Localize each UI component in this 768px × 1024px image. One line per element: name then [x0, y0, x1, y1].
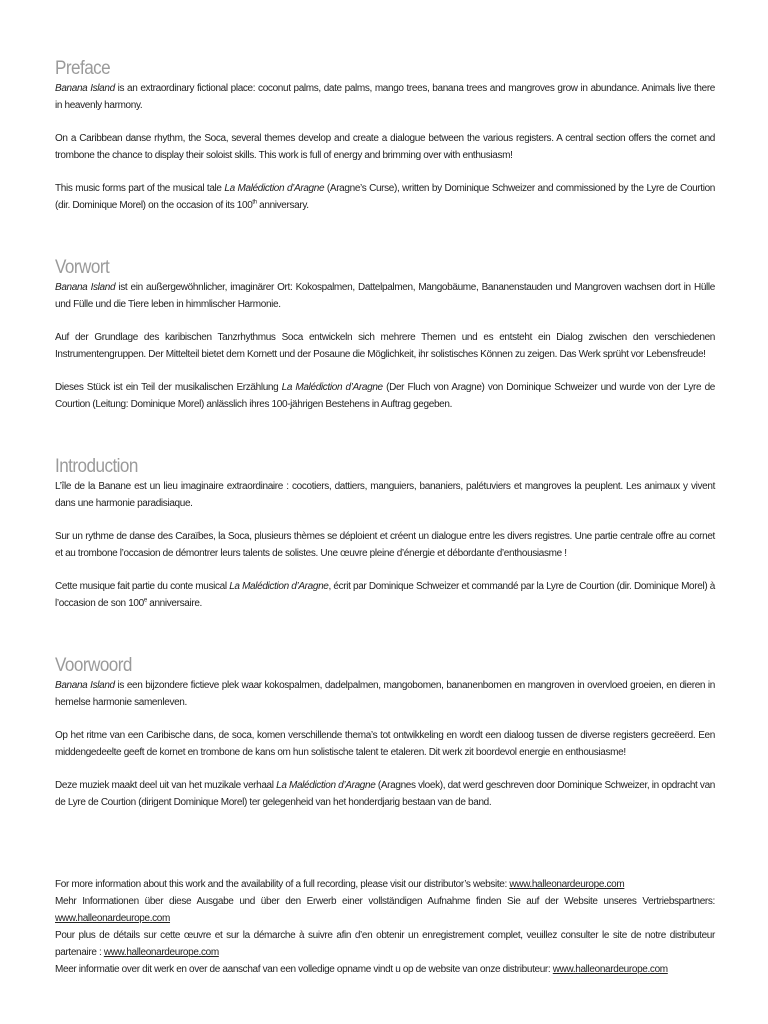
ordinal-suffix: e	[143, 597, 147, 604]
text: Mehr Informationen über diese Ausgabe und über den Erwerb einer vollständigen Aufnahme finden Sie auf der Website unseres Vertriebspartners:	[55, 896, 715, 907]
ordinal-suffix: th	[252, 199, 257, 206]
voorwoord-section	[55, 655, 715, 827]
preface-heading: Preface	[55, 58, 111, 79]
distributor-link[interactable]: www.halleonardeurope.com	[509, 879, 625, 890]
voorwoord-paragraph-1	[55, 677, 715, 711]
work-title: Banana Island	[55, 282, 116, 293]
text: ist ein außergewöhnlicher, imaginärer Ort: Kokospalmen, Dattelpalmen, Mangobäume, Bananenstauden und Mangroven wachsen dort in Hülle und Fülle und die Tiere leben in himmlischer Harmonie.	[55, 282, 716, 310]
vorwort-section	[55, 257, 715, 429]
text: anniversary.	[256, 200, 309, 211]
introduction-paragraph-3	[55, 578, 715, 612]
footer-line-fr	[55, 927, 715, 961]
text: is an extraordinary fictional place: coconut palms, date palms, mango trees, banana trees and mangroves grow in abundance. Animals live there in heavenly harmony.	[55, 83, 716, 111]
text: (Aragnes vloek), dat werd geschreven door Dominique Schweizer, in opdracht van de Lyre de Courtion (dirigent Dominique Morel) ter gelegenheid van het honderdjarig bestaan van de band.	[55, 780, 715, 808]
footer-line-de	[55, 893, 715, 927]
tale-title: La Malédiction d’Aragne	[224, 183, 325, 194]
footer-line-nl	[55, 961, 715, 978]
voorwoord-paragraph-2: Op het ritme van een Caribische dans, de soca, komen verschillende thema’s tot ontwikkeling en wordt een dialoog tussen de diverse registers gecreëerd. Een middengedeelte geeft de kornet en trombone de kans om hun solistische talent te etaleren. Dit werk zit boordevol energie en enthousiasme!	[55, 730, 715, 758]
text: (Aragne’s Curse), written by Dominique Schweizer and commissioned by the Lyre de Courtion (dir. Dominique Morel) on the occasion of its 100	[55, 183, 715, 211]
text: (Der Fluch von Aragne) von Dominique Schweizer und wurde von der Lyre de Courtion (Leitung: Dominique Morel) anlässlich ihres 100-jährigen Bestehens in Auftrag gegeben.	[55, 382, 715, 410]
work-title: Banana Island	[55, 680, 115, 691]
introduction-paragraph-1: L’île de la Banane est un lieu imaginaire extraordinaire : cocotiers, dattiers, manguiers, bananiers, palétuviers et mangroves la peuplent. Les animaux y vivent dans une harmonie paradisiaque.	[55, 481, 715, 509]
text: Deze muziek maakt deel uit van het muzikale verhaal	[55, 780, 277, 791]
text: This music forms part of the musical tale	[55, 183, 225, 194]
distributor-footer	[55, 876, 715, 978]
text: , écrit par Dominique Schweizer et commandé par la Lyre de Courtion (dir. Dominique Morel) à l’occasion de son 100	[55, 581, 715, 609]
text: is een bijzondere fictieve plek waar kokospalmen, dadelpalmen, mangobomen, bananenbomen en mangroven in overvloed groeien, en dieren in hemelse harmonie samenleven.	[55, 680, 716, 708]
distributor-link[interactable]: www.halleonardeurope.com	[103, 947, 219, 958]
distributor-link[interactable]: www.halleonardeurope.com	[552, 964, 668, 975]
footer-line-en	[55, 876, 715, 893]
voorwoord-heading: Voorwoord	[55, 655, 132, 676]
tale-title: La Malédiction d’Aragne	[229, 581, 329, 592]
distributor-link[interactable]: www.halleonardeurope.com	[55, 913, 171, 924]
tale-title: La Malédiction d’Aragne	[276, 780, 376, 791]
text: Dieses Stück ist ein Teil der musikalischen Erzählung	[55, 382, 282, 393]
text: For more information about this work and the availability of a full recording, please visit our distributor’s website:	[55, 879, 510, 890]
introduction-section	[55, 456, 715, 628]
work-title: Banana Island	[55, 83, 115, 94]
preface-section	[55, 58, 715, 230]
vorwort-heading: Vorwort	[55, 257, 110, 278]
preface-paragraph-2: On a Caribbean danse rhythm, the Soca, several themes develop and create a dialogue between the various registers. A central section offers the cornet and trombone the chance to display their soloist skills. This work is full of energy and brimming over with enthusiasm!	[55, 133, 715, 161]
text: Cette musique fait partie du conte musical	[55, 581, 230, 592]
vorwort-paragraph-1	[55, 279, 715, 313]
vorwort-paragraph-2: Auf der Grundlage des karibischen Tanzrhythmus Soca entwickeln sich mehrere Themen und es entsteht ein Dialog zwischen den verschiedenen Instrumentengruppen. Der Mittelteil bietet dem Kornett und der Posaune die Möglichkeit, ihr solistisches Können zu zeigen. Das Werk sprüht vor Lebensfreude!	[55, 332, 715, 360]
text: anniversaire.	[146, 598, 202, 609]
text: Pour plus de détails sur cette œuvre et sur la démarche à suivre afin d’en obtenir un enregistrement complet, veuillez consulter le site de notre distributeur partenaire :	[55, 930, 715, 958]
introduction-heading: Introduction	[55, 456, 138, 477]
preface-paragraph-1	[55, 80, 715, 114]
vorwort-paragraph-3	[55, 379, 715, 413]
tale-title: La Malédiction d’Aragne	[281, 382, 383, 393]
text: Meer informatie over dit werk en over de aanschaf van een volledige opname vindt u op de website van onze distributeur:	[55, 964, 553, 975]
voorwoord-paragraph-3	[55, 777, 715, 811]
introduction-paragraph-2: Sur un rythme de danse des Caraïbes, la Soca, plusieurs thèmes se déploient et créent un dialogue entre les divers registres. Une partie centrale offre au cornet et au trombone l’occasion de démontrer leurs talents de solistes. Une œuvre pleine d’énergie et débordante d’enthousiasme !	[55, 531, 715, 559]
preface-paragraph-3	[55, 180, 715, 214]
